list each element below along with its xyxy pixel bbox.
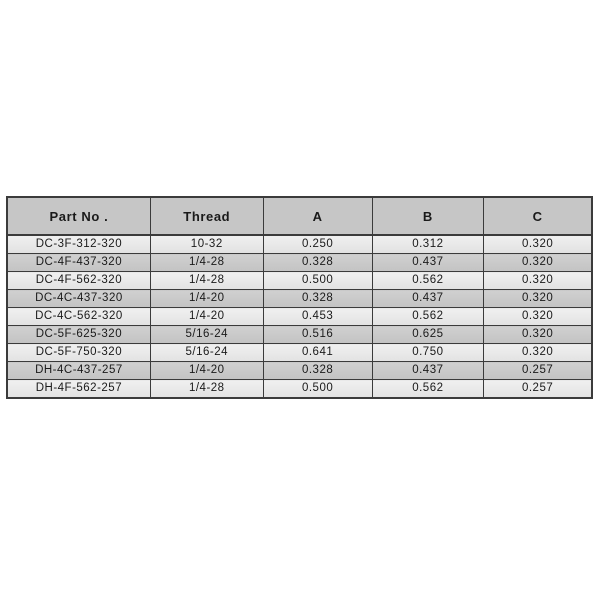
c-cell: 0.320 [484,272,592,290]
c-cell: 0.320 [484,290,592,308]
table-row [7,290,592,308]
a-cell: 0.500 [263,380,372,399]
table-row [7,235,592,254]
a-cell: 0.641 [263,344,372,362]
parts-spec-table [6,196,593,399]
a-cell: 0.328 [263,254,372,272]
part-no-cell: DC-3F-312-320 [7,235,150,254]
a-cell: 0.250 [263,235,372,254]
b-cell: 0.750 [372,344,484,362]
part-no-cell: DC-4C-437-320 [7,290,150,308]
table-row [7,380,592,399]
thread-cell: 1/4-28 [150,272,263,290]
column-header-a: A [263,197,372,235]
b-cell: 0.437 [372,254,484,272]
part-no-cell: DC-4F-437-320 [7,254,150,272]
table-row [7,308,592,326]
header-row [7,197,592,235]
b-cell: 0.312 [372,235,484,254]
part-no-cell: DH-4F-562-257 [7,380,150,399]
a-cell: 0.328 [263,290,372,308]
thread-cell: 1/4-20 [150,290,263,308]
thread-cell: 1/4-20 [150,362,263,380]
column-header-part-no: Part No . [7,197,150,235]
part-no-cell: DC-5F-750-320 [7,344,150,362]
column-header-thread: Thread [150,197,263,235]
a-cell: 0.500 [263,272,372,290]
part-no-cell: DH-4C-437-257 [7,362,150,380]
b-cell: 0.437 [372,362,484,380]
a-cell: 0.516 [263,326,372,344]
part-no-cell: DC-4F-562-320 [7,272,150,290]
c-cell: 0.320 [484,344,592,362]
c-cell: 0.257 [484,362,592,380]
thread-cell: 10-32 [150,235,263,254]
thread-cell: 5/16-24 [150,326,263,344]
thread-cell: 1/4-28 [150,254,263,272]
column-header-c: C [484,197,592,235]
table-row [7,344,592,362]
spec-table-container [6,196,593,399]
part-no-cell: DC-5F-625-320 [7,326,150,344]
b-cell: 0.562 [372,272,484,290]
c-cell: 0.320 [484,326,592,344]
c-cell: 0.320 [484,254,592,272]
thread-cell: 5/16-24 [150,344,263,362]
b-cell: 0.437 [372,290,484,308]
table-row [7,326,592,344]
b-cell: 0.625 [372,326,484,344]
a-cell: 0.453 [263,308,372,326]
c-cell: 0.320 [484,308,592,326]
b-cell: 0.562 [372,380,484,399]
column-header-b: B [372,197,484,235]
thread-cell: 1/4-20 [150,308,263,326]
thread-cell: 1/4-28 [150,380,263,399]
table-row [7,254,592,272]
b-cell: 0.562 [372,308,484,326]
a-cell: 0.328 [263,362,372,380]
table-body [7,235,592,398]
part-no-cell: DC-4C-562-320 [7,308,150,326]
c-cell: 0.257 [484,380,592,399]
table-row [7,362,592,380]
table-row [7,272,592,290]
c-cell: 0.320 [484,235,592,254]
